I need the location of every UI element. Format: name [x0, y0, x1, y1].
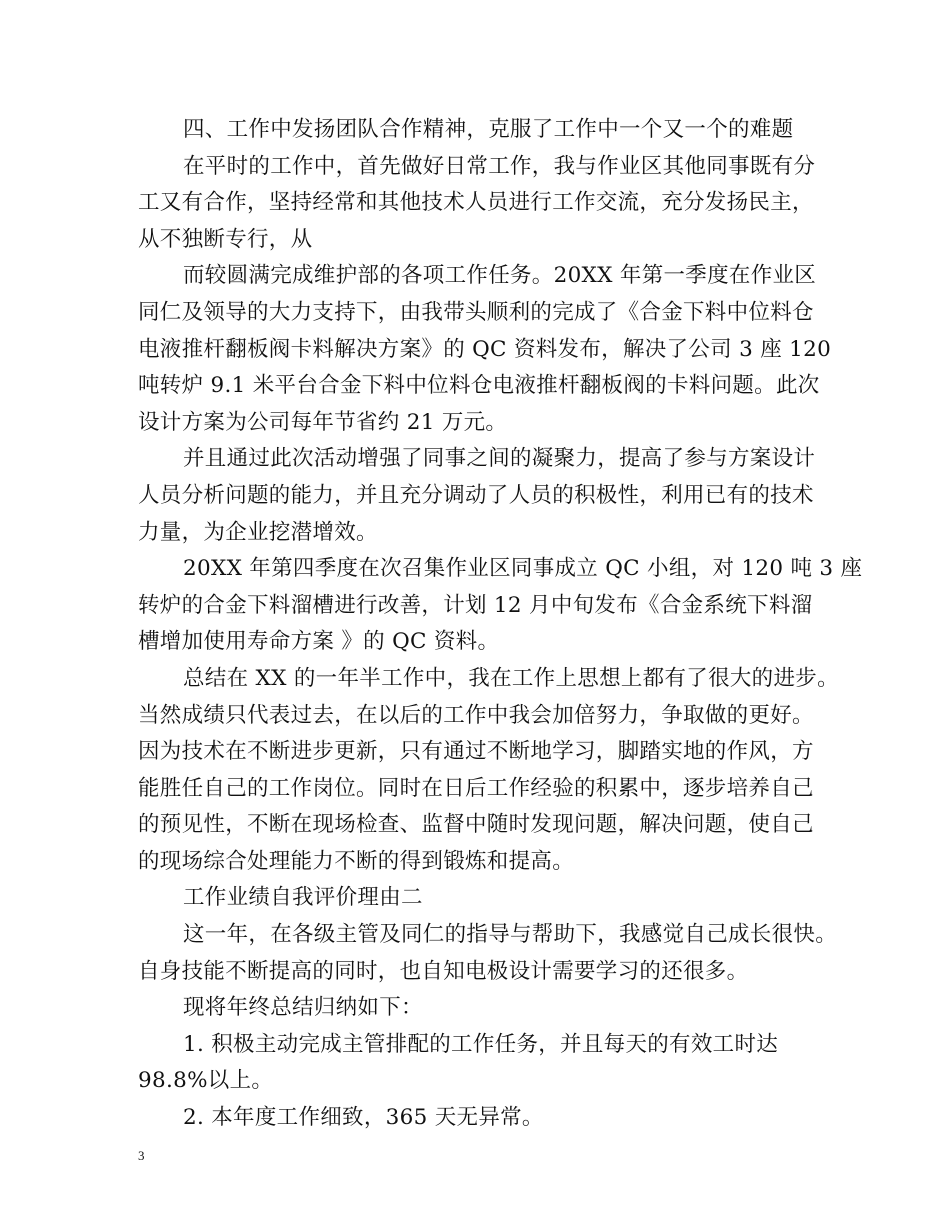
text-line: 在平时的工作中，首先做好日常工作，我与作业区其他同事既有分 [183, 153, 816, 179]
text-line: 工又有合作，坚持经常和其他技术人员进行工作交流，充分发扬民主， [138, 190, 814, 216]
text-line: 四、工作中发扬团队合作精神，克服了工作中一个又一个的难题 [183, 117, 794, 142]
text-line: 能胜任自己的工作岗位。同时在日后工作经验的积累中，逐步培养自己 [138, 775, 814, 801]
text-line: 98.8%以上。 [138, 1068, 274, 1094]
text-line: 并且通过此次活动增强了同事之间的凝聚力，提高了参与方案设计 [183, 446, 816, 472]
text-line: 而较圆满完成维护部的各项工作任务。20XX 年第一季度在作业区 [183, 263, 817, 289]
text-line: 的预见性，不断在现场检查、监督中随时发现问题，解决问题，使自己 [138, 812, 814, 838]
text-line: 现将年终总结归纳如下： [183, 995, 423, 1021]
text-line: 这一年，在各级主管及同仁的指导与帮助下，我感觉自己成长很快。 [183, 922, 838, 948]
text-line: 自身技能不断提高的同时，也自知电极设计需要学习的还很多。 [138, 958, 749, 984]
text-line: 1. 积极主动完成主管排配的工作任务，并且每天的有效工时达 [183, 1031, 779, 1057]
text-line: 设计方案为公司每年节省约 21 万元。 [138, 409, 508, 435]
text-line: 当然成绩只代表过去，在以后的工作中我会加倍努力，争取做的更好。 [138, 702, 814, 728]
text-line: 工作业绩自我评价理由二 [183, 885, 423, 911]
text-line: 槽增加使用寿命方案 》的 QC 资料。 [138, 629, 500, 655]
text-line: 从不独断专行，从 [138, 226, 313, 252]
text-line: 总结在 XX 的一年半工作中，我在工作上思想上都有了很大的进步。 [183, 665, 839, 691]
text-line: 电液推杆翻板阀卡料解决方案》的 QC 资料发布，解决了公司 3 座 120 [138, 336, 832, 362]
text-line: 人员分析问题的能力，并且充分调动了人员的积极性，利用已有的技术 [138, 482, 814, 508]
text-line: 转炉的合金下料溜槽进行改善，计划 12 月中旬发布《合金系统下料溜 [138, 592, 813, 618]
text-line: 的现场综合处理能力不断的得到锻炼和提高。 [138, 848, 575, 874]
text-line: 同仁及领导的大力支持下，由我带头顺利的完成了《合金下料中位料仓 [138, 299, 814, 325]
text-line: 20XX 年第四季度在次召集作业区同事成立 QC 小组，对 120 吨 3 座 [183, 556, 863, 582]
text-line: 2. 本年度工作细致，365 天无异常。 [183, 1105, 544, 1131]
text-line: 因为技术在不断进步更新，只有通过不断地学习，脚踏实地的作风，方 [138, 739, 814, 765]
text-line: 吨转炉 9.1 米平台合金下料中位料仓电液推杆翻板阀的卡料问题。此次 [138, 373, 820, 399]
page-number: 3 [138, 1148, 145, 1163]
document-body [138, 112, 863, 1137]
text-line: 力量，为企业挖潜增效。 [138, 519, 378, 545]
